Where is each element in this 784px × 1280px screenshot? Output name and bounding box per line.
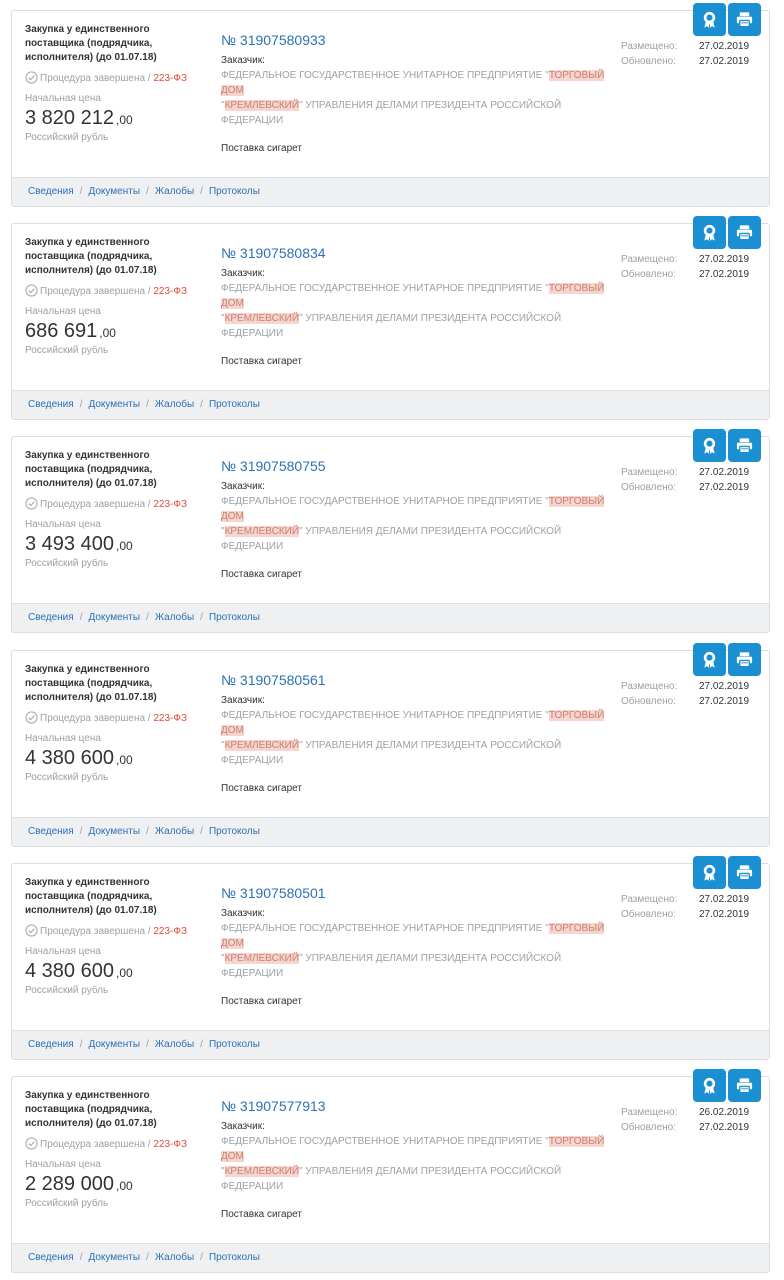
- footer-link-3[interactable]: Протоколы: [208, 612, 260, 623]
- procurement-card: [11, 436, 770, 633]
- print-button[interactable]: [728, 856, 761, 889]
- printer-icon: [735, 223, 754, 242]
- law-label: 223-ФЗ: [153, 73, 188, 84]
- updated-label: Обновлено:: [621, 482, 676, 493]
- placed-label: Размещено:: [621, 681, 678, 692]
- footer-link-1[interactable]: Документы: [88, 612, 141, 623]
- customer-name: [221, 281, 611, 341]
- check-circle-icon: [25, 711, 38, 724]
- footer-separator: /: [146, 186, 149, 197]
- procurement-details: [221, 457, 611, 582]
- footer-link-1[interactable]: Документы: [88, 826, 141, 837]
- customer-name-part: ": [221, 100, 225, 111]
- footer-link-0[interactable]: Сведения: [28, 1039, 74, 1050]
- footer-separator: /: [79, 399, 83, 410]
- procurement-dates: [621, 252, 761, 282]
- procedure-status: [25, 497, 205, 512]
- law-label: 223-ФЗ: [153, 713, 188, 724]
- price-label: Начальная цена: [25, 733, 101, 744]
- customer-name-highlight: КРЕМЛЕВСКИЙ: [224, 953, 300, 964]
- footer-link-2[interactable]: Жалобы: [154, 1039, 195, 1050]
- customer-name-highlight: КРЕМЛЕВСКИЙ: [224, 740, 300, 751]
- card-body: [12, 651, 769, 817]
- status-separator: /: [145, 286, 154, 297]
- placed-label: Размещено:: [621, 254, 678, 265]
- customer-name-part: ФЕДЕРАЛЬНОЕ ГОСУДАРСТВЕННОЕ УНИТАРНОЕ ПРЕДПРИЯТИЕ ": [221, 1136, 549, 1147]
- notice-number-link[interactable]: № 31907580933: [221, 32, 326, 48]
- procurement-info: [25, 876, 205, 998]
- currency-label: Российский рубль: [25, 1198, 109, 1209]
- status-text: Процедура завершена: [40, 1139, 146, 1150]
- customer-name-highlight: ТОРГОВЫЙ: [548, 923, 605, 934]
- procurement-type: Закупка у единственного поставщика (подрядчика, исполнителя) (до 01.07.18): [25, 664, 157, 703]
- award-button[interactable]: [693, 1069, 726, 1102]
- customer-name-highlight: ДОМ: [221, 938, 244, 949]
- award-ribbon-icon: [700, 650, 719, 669]
- initial-price: [25, 107, 205, 131]
- procurement-info: [25, 236, 205, 358]
- footer-link-1[interactable]: Документы: [88, 186, 141, 197]
- footer-link-2[interactable]: Жалобы: [154, 186, 195, 197]
- placed-date: 27.02.2019: [699, 681, 750, 692]
- customer-label: Заказчик:: [221, 268, 265, 279]
- customer-name-part: " УПРАВЛЕНИЯ ДЕЛАМИ ПРЕЗИДЕНТА РОССИЙСКОЙ ФЕДЕРАЦИИ: [221, 1166, 562, 1192]
- customer-name-part: ФЕДЕРАЛЬНОЕ ГОСУДАРСТВЕННОЕ УНИТАРНОЕ ПРЕДПРИЯТИЕ ": [221, 710, 549, 721]
- print-button[interactable]: [728, 1069, 761, 1102]
- customer-label: Заказчик:: [221, 695, 265, 706]
- procedure-status: [25, 284, 205, 299]
- initial-price: [25, 320, 205, 344]
- placed-label: Размещено:: [621, 41, 678, 52]
- updated-label: Обновлено:: [621, 1122, 676, 1133]
- procurement-subject: Поставка сигарет: [221, 783, 302, 794]
- customer-name-part: ФЕДЕРАЛЬНОЕ ГОСУДАРСТВЕННОЕ УНИТАРНОЕ ПРЕДПРИЯТИЕ ": [221, 923, 549, 934]
- footer-link-3[interactable]: Протоколы: [208, 186, 260, 197]
- printer-icon: [735, 436, 754, 455]
- price-fraction: ,00: [115, 1179, 133, 1193]
- currency-label: Российский рубль: [25, 772, 109, 783]
- placed-label: Размещено:: [621, 894, 678, 905]
- status-text: Процедура завершена: [40, 499, 146, 510]
- procurement-dates: [621, 1105, 761, 1135]
- procurement-card: [11, 10, 770, 207]
- card-footer-nav: [12, 1030, 769, 1059]
- customer-name-highlight: ТОРГОВЫЙ: [548, 1136, 605, 1147]
- price-label: Начальная цена: [25, 1159, 101, 1170]
- printer-icon: [735, 1076, 754, 1095]
- check-circle-icon: [25, 497, 38, 510]
- footer-link-3[interactable]: Протоколы: [208, 826, 260, 837]
- customer-name-highlight: ДОМ: [221, 725, 244, 736]
- procurement-details: [221, 1097, 611, 1222]
- award-button[interactable]: [693, 429, 726, 462]
- card-actions: [693, 216, 761, 249]
- procurement-type: Закупка у единственного поставщика (подрядчика, исполнителя) (до 01.07.18): [25, 237, 157, 276]
- footer-link-0[interactable]: Сведения: [28, 399, 74, 410]
- card-footer-nav: [12, 817, 769, 846]
- footer-link-1[interactable]: Документы: [88, 1039, 141, 1050]
- customer-name-highlight: ДОМ: [221, 298, 244, 309]
- updated-date: 27.02.2019: [699, 909, 750, 920]
- updated-label: Обновлено:: [621, 909, 676, 920]
- award-ribbon-icon: [700, 863, 719, 882]
- footer-link-3[interactable]: Протоколы: [208, 399, 260, 410]
- updated-date: 27.02.2019: [699, 696, 750, 707]
- footer-link-1[interactable]: Документы: [88, 399, 141, 410]
- procurement-card: [11, 650, 770, 847]
- customer-name-part: ФЕДЕРАЛЬНОЕ ГОСУДАРСТВЕННОЕ УНИТАРНОЕ ПРЕДПРИЯТИЕ ": [221, 70, 549, 81]
- status-text: Процедура завершена: [40, 926, 146, 937]
- customer-name-part: ФЕДЕРАЛЬНОЕ ГОСУДАРСТВЕННОЕ УНИТАРНОЕ ПРЕДПРИЯТИЕ ": [221, 496, 549, 507]
- procurement-subject: Поставка сигарет: [221, 569, 302, 580]
- procurement-subject: Поставка сигарет: [221, 143, 302, 154]
- footer-separator: /: [146, 1252, 149, 1263]
- card-footer-nav: [12, 603, 769, 632]
- card-body: [12, 224, 769, 390]
- card-footer-nav: [12, 177, 769, 206]
- customer-name-part: " УПРАВЛЕНИЯ ДЕЛАМИ ПРЕЗИДЕНТА РОССИЙСКОЙ ФЕДЕРАЦИИ: [221, 740, 562, 766]
- footer-separator: /: [79, 612, 83, 623]
- award-button[interactable]: [693, 643, 726, 676]
- placed-date-row: [621, 252, 761, 267]
- price-integer: 2 289 000: [25, 1173, 114, 1195]
- footer-link-1[interactable]: Документы: [88, 1252, 141, 1263]
- footer-separator: /: [200, 1252, 203, 1263]
- price-fraction: ,00: [115, 539, 133, 553]
- customer-name-part: " УПРАВЛЕНИЯ ДЕЛАМИ ПРЕЗИДЕНТА РОССИЙСКОЙ ФЕДЕРАЦИИ: [221, 313, 562, 339]
- procurement-details: [221, 671, 611, 796]
- placed-date-row: [621, 1105, 761, 1120]
- footer-separator: /: [146, 399, 149, 410]
- updated-date: 27.02.2019: [699, 482, 750, 493]
- award-button[interactable]: [693, 3, 726, 36]
- procurement-subject: Поставка сигарет: [221, 996, 302, 1007]
- price-integer: 686 691: [25, 320, 98, 342]
- customer-name-highlight: КРЕМЛЕВСКИЙ: [224, 313, 300, 324]
- currency-label: Российский рубль: [25, 558, 109, 569]
- price-label: Начальная цена: [25, 946, 101, 957]
- check-circle-icon: [25, 284, 38, 297]
- status-separator: /: [145, 73, 154, 84]
- law-label: 223-ФЗ: [153, 286, 188, 297]
- print-button[interactable]: [728, 429, 761, 462]
- status-text: Процедура завершена: [40, 73, 146, 84]
- price-fraction: ,00: [99, 326, 116, 340]
- status-separator: /: [145, 926, 154, 937]
- updated-date: 27.02.2019: [699, 56, 750, 67]
- initial-price: [25, 533, 205, 557]
- footer-link-2[interactable]: Жалобы: [154, 1252, 195, 1263]
- customer-name-highlight: КРЕМЛЕВСКИЙ: [224, 100, 300, 111]
- notice-number-link[interactable]: № 31907580834: [221, 245, 326, 261]
- price-integer: 4 380 600: [25, 747, 114, 769]
- footer-separator: /: [200, 186, 203, 197]
- procurement-dates: [621, 679, 761, 709]
- award-ribbon-icon: [700, 436, 719, 455]
- procurement-card: [11, 223, 770, 420]
- print-button[interactable]: [728, 643, 761, 676]
- currency-label: Российский рубль: [25, 985, 109, 996]
- status-separator: /: [145, 1139, 154, 1150]
- procurement-card: [11, 863, 770, 1060]
- card-footer-nav: [12, 390, 769, 419]
- card-body: [12, 864, 769, 1030]
- printer-icon: [735, 10, 754, 29]
- procurement-info: [25, 23, 205, 145]
- updated-date-row: [621, 267, 761, 282]
- check-circle-icon: [25, 71, 38, 84]
- procurement-type: Закупка у единственного поставщика (подрядчика, исполнителя) (до 01.07.18): [25, 24, 157, 63]
- placed-date-row: [621, 465, 761, 480]
- customer-name: [221, 921, 611, 981]
- customer-name-highlight: ТОРГОВЫЙ: [548, 496, 605, 507]
- updated-date-row: [621, 1120, 761, 1135]
- updated-date-row: [621, 907, 761, 922]
- card-actions: [693, 1069, 761, 1102]
- procurement-details: [221, 884, 611, 1009]
- placed-date: 26.02.2019: [699, 1107, 750, 1118]
- procedure-status: [25, 711, 205, 726]
- customer-name-part: ": [221, 1166, 225, 1177]
- procedure-status: [25, 1137, 205, 1152]
- customer-name: [221, 494, 611, 554]
- award-ribbon-icon: [700, 1076, 719, 1095]
- price-fraction: ,00: [115, 753, 133, 767]
- footer-separator: /: [79, 1039, 83, 1050]
- placed-label: Размещено:: [621, 1107, 678, 1118]
- customer-name-highlight: ТОРГОВЫЙ: [548, 70, 605, 81]
- card-actions: [693, 3, 761, 36]
- status-text: Процедура завершена: [40, 713, 146, 724]
- footer-separator: /: [200, 399, 203, 410]
- customer-name: [221, 708, 611, 768]
- award-ribbon-icon: [700, 10, 719, 29]
- footer-link-3[interactable]: Протоколы: [208, 1039, 260, 1050]
- updated-date: 27.02.2019: [699, 1122, 750, 1133]
- price-fraction: ,00: [115, 966, 133, 980]
- card-body: [12, 1077, 769, 1243]
- procurement-dates: [621, 39, 761, 69]
- procurement-info: [25, 449, 205, 571]
- price-label: Начальная цена: [25, 93, 101, 104]
- customer-name-highlight: КРЕМЛЕВСКИЙ: [224, 526, 300, 537]
- footer-separator: /: [146, 826, 149, 837]
- footer-link-3[interactable]: Протоколы: [208, 1252, 260, 1263]
- footer-separator: /: [146, 612, 149, 623]
- placed-date: 27.02.2019: [699, 467, 750, 478]
- printer-icon: [735, 650, 754, 669]
- procurement-info: [25, 663, 205, 785]
- procurement-details: [221, 31, 611, 156]
- footer-separator: /: [200, 826, 203, 837]
- customer-label: Заказчик:: [221, 55, 265, 66]
- footer-separator: /: [200, 612, 203, 623]
- customer-name-part: " УПРАВЛЕНИЯ ДЕЛАМИ ПРЕЗИДЕНТА РОССИЙСКОЙ ФЕДЕРАЦИИ: [221, 526, 562, 552]
- customer-name-highlight: ДОМ: [221, 1151, 244, 1162]
- customer-name-highlight: ТОРГОВЫЙ: [548, 283, 605, 294]
- updated-date-row: [621, 54, 761, 69]
- procurement-subject: Поставка сигарет: [221, 356, 302, 367]
- law-label: 223-ФЗ: [153, 1139, 188, 1150]
- updated-label: Обновлено:: [621, 696, 676, 707]
- customer-name-highlight: ДОМ: [221, 85, 244, 96]
- footer-separator: /: [200, 1039, 203, 1050]
- procurement-type: Закупка у единственного поставщика (подрядчика, исполнителя) (до 01.07.18): [25, 877, 157, 916]
- footer-separator: /: [79, 826, 83, 837]
- initial-price: [25, 960, 205, 984]
- card-body: [12, 437, 769, 603]
- procurement-info: [25, 1089, 205, 1211]
- procurement-type: Закупка у единственного поставщика (подрядчика, исполнителя) (до 01.07.18): [25, 1090, 157, 1129]
- footer-link-0[interactable]: Сведения: [28, 1252, 74, 1263]
- price-label: Начальная цена: [25, 306, 101, 317]
- footer-link-2[interactable]: Жалобы: [154, 612, 195, 623]
- price-integer: 3 820 212: [25, 107, 114, 129]
- footer-link-0[interactable]: Сведения: [28, 826, 74, 837]
- placed-date: 27.02.2019: [699, 254, 750, 265]
- status-separator: /: [145, 499, 154, 510]
- customer-name-part: ": [221, 526, 225, 537]
- footer-link-2[interactable]: Жалобы: [154, 826, 195, 837]
- procurement-type: Закупка у единственного поставщика (подрядчика, исполнителя) (до 01.07.18): [25, 450, 157, 489]
- updated-label: Обновлено:: [621, 56, 676, 67]
- printer-icon: [735, 863, 754, 882]
- price-label: Начальная цена: [25, 519, 101, 530]
- procurement-subject: Поставка сигарет: [221, 1209, 302, 1220]
- placed-date-row: [621, 679, 761, 694]
- initial-price: [25, 747, 205, 771]
- customer-name-highlight: ТОРГОВЫЙ: [548, 710, 605, 721]
- customer-name-part: ": [221, 740, 225, 751]
- notice-number-link[interactable]: № 31907580501: [221, 885, 326, 901]
- procurement-dates: [621, 465, 761, 495]
- procurement-dates: [621, 892, 761, 922]
- procurement-details: [221, 244, 611, 369]
- notice-number-link[interactable]: № 31907577913: [221, 1098, 326, 1114]
- award-ribbon-icon: [700, 223, 719, 242]
- customer-name-part: ": [221, 953, 225, 964]
- award-button[interactable]: [693, 856, 726, 889]
- footer-separator: /: [79, 186, 83, 197]
- footer-link-2[interactable]: Жалобы: [154, 399, 195, 410]
- award-button[interactable]: [693, 216, 726, 249]
- footer-separator: /: [146, 1039, 149, 1050]
- customer-name-part: ": [221, 313, 225, 324]
- customer-label: Заказчик:: [221, 1121, 265, 1132]
- customer-name: [221, 1134, 611, 1194]
- placed-date: 27.02.2019: [699, 41, 750, 52]
- print-button[interactable]: [728, 3, 761, 36]
- card-actions: [693, 856, 761, 889]
- customer-name-highlight: КРЕМЛЕВСКИЙ: [224, 1166, 300, 1177]
- updated-date-row: [621, 480, 761, 495]
- customer-name: [221, 68, 611, 128]
- procurement-card: [11, 1076, 770, 1273]
- procedure-status: [25, 924, 205, 939]
- customer-name-highlight: ДОМ: [221, 511, 244, 522]
- footer-link-0[interactable]: Сведения: [28, 186, 74, 197]
- notice-number-link[interactable]: № 31907580755: [221, 458, 326, 474]
- customer-name-part: ФЕДЕРАЛЬНОЕ ГОСУДАРСТВЕННОЕ УНИТАРНОЕ ПРЕДПРИЯТИЕ ": [221, 283, 549, 294]
- updated-date-row: [621, 694, 761, 709]
- placed-date: 27.02.2019: [699, 894, 750, 905]
- card-footer-nav: [12, 1243, 769, 1272]
- card-actions: [693, 643, 761, 676]
- price-integer: 3 493 400: [25, 533, 114, 555]
- check-circle-icon: [25, 924, 38, 937]
- card-actions: [693, 429, 761, 462]
- price-integer: 4 380 600: [25, 960, 114, 982]
- initial-price: [25, 1173, 205, 1197]
- footer-link-0[interactable]: Сведения: [28, 612, 74, 623]
- updated-date: 27.02.2019: [699, 269, 750, 280]
- status-separator: /: [145, 713, 154, 724]
- law-label: 223-ФЗ: [153, 499, 188, 510]
- placed-date-row: [621, 892, 761, 907]
- card-body: [12, 11, 769, 177]
- law-label: 223-ФЗ: [153, 926, 188, 937]
- currency-label: Российский рубль: [25, 132, 109, 143]
- customer-label: Заказчик:: [221, 908, 265, 919]
- customer-name-part: " УПРАВЛЕНИЯ ДЕЛАМИ ПРЕЗИДЕНТА РОССИЙСКОЙ ФЕДЕРАЦИИ: [221, 100, 562, 126]
- footer-separator: /: [79, 1252, 83, 1263]
- placed-label: Размещено:: [621, 467, 678, 478]
- notice-number-link[interactable]: № 31907580561: [221, 672, 326, 688]
- updated-label: Обновлено:: [621, 269, 676, 280]
- currency-label: Российский рубль: [25, 345, 109, 356]
- print-button[interactable]: [728, 216, 761, 249]
- customer-label: Заказчик:: [221, 481, 265, 492]
- customer-name-part: " УПРАВЛЕНИЯ ДЕЛАМИ ПРЕЗИДЕНТА РОССИЙСКОЙ ФЕДЕРАЦИИ: [221, 953, 562, 979]
- price-fraction: ,00: [115, 113, 133, 127]
- check-circle-icon: [25, 1137, 38, 1150]
- placed-date-row: [621, 39, 761, 54]
- procedure-status: [25, 71, 205, 86]
- status-text: Процедура завершена: [40, 286, 146, 297]
